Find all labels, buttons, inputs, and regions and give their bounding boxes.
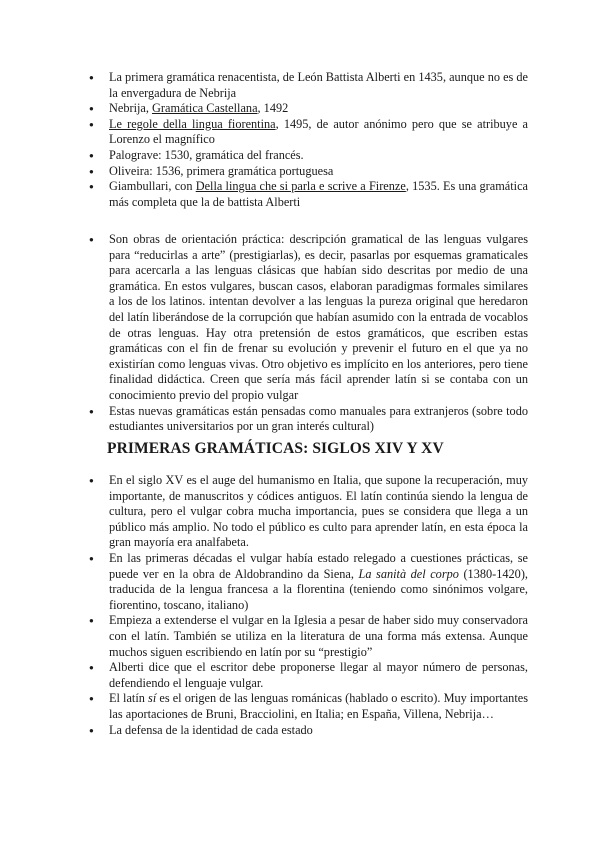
list-item: [88, 723, 528, 739]
item-text: Nebrija,: [109, 101, 153, 116]
item-text: (1380-1420), traducida de la lengua francesa a la florentina (teniendo como sinónimos volgare, fiorentino, toscano, italiano): [109, 566, 528, 612]
item-text: , 1495, de autor anónimo pero que se atribuye a Lorenzo el magnífico: [109, 116, 528, 147]
list-item: [88, 164, 528, 180]
item-text: En las primeras décadas el vulgar había estado relegado a cuestiones prácticas, se puede ver en la obra de Aldobrandino da Siena,: [109, 550, 528, 581]
section-heading: PRIMERAS GRAMÁTICAS: SIGLOS XIV Y XV: [107, 440, 444, 457]
item-text: es el origen de las lenguas románicas (hablado o escrito). Muy importantes las aportaciones de Bruni, Bracciolini, en Italia; en España, Villena, Nebrija…: [109, 691, 528, 721]
work-title: La sanità del corpo: [358, 566, 459, 581]
grammars-list: [88, 70, 528, 210]
item-text: La primera gramática renacentista, de León Battista Alberti en 1435, aunque no es de la envergadura de Nebrija: [109, 70, 528, 100]
item-text: , 1492: [257, 101, 289, 116]
list-item: [88, 232, 528, 404]
purposes-list: [88, 232, 528, 435]
work-title-link[interactable]: Gramática Castellana: [152, 101, 258, 116]
list-item: [88, 404, 528, 435]
list-item: [88, 70, 528, 101]
item-text: Palograve: 1530, gramática del francés.: [109, 147, 304, 162]
first-grammars-list: [88, 473, 528, 738]
item-text: Oliveira: 1536, primera gramática portuguesa: [109, 163, 334, 178]
item-text: Estas nuevas gramáticas están pensadas como manuales para extranjeros (sobre todo estudiantes universitarios por un gran interés cultural): [109, 403, 528, 434]
list-item: [88, 613, 528, 660]
item-text: En el siglo XV es el auge del humanismo en Italia, que supone la recuperación, muy importante, de manuscritos y códices antiguos. El latín continúa siendo la lengua de cultura, pero el vulgar cobra mucha importancia, pues se considera que llega a un público más amplio. No todo el público es culto para aprender latín, en esta época la gran mayoría era analfabeta.: [109, 473, 528, 550]
list-item: [88, 473, 528, 551]
list-item: [88, 660, 528, 691]
item-text: Empieza a extenderse el vulgar en la Iglesia a pesar de haber sido muy conservadora con el latín. También se utiliza en la literatura de una forma más extensa. Aunque muchos siguen escribiendo en latín por su “prestigio”: [109, 613, 528, 659]
list-item: [88, 179, 528, 210]
item-text: El latín: [109, 691, 149, 706]
item-text: , 1535. Es una gramática más completa que la de battista Alberti: [109, 179, 528, 209]
work-title-link[interactable]: Della lingua che si parla e scrive a Firenze: [195, 179, 406, 194]
item-text: La defensa de la identidad de cada estado: [109, 722, 313, 737]
emphasis: sí: [148, 691, 157, 706]
item-text: Alberti dice que el escritor debe proponerse llegar al mayor número de personas, defendiendo el lenguaje vulgar.: [109, 660, 528, 690]
item-text: Son obras de orientación práctica: descripción gramatical de las lenguas vulgares para “reducirlas a arte” (prestigiarlas), es decir, pasarlas por esquemas gramaticales para acercarla a las lenguas clásicas que habían sido descritas por medio de una gramática. En estos vulgares, buscan casos, elaboran paradigmas formales similares a los de los latinos. intentan devolver a las lenguas la pureza original que heredaron del latín liberándose de la corrupción que habían asumido con la entrada de vocablos de otras lenguas. Hay otra pretensión de estos gramáticos, que escriben estas gramáticas con el fin de frenar su evolución y prevenir el futuro en el que ya no existirían como lenguas vivas. Otro objetivo es implícito en los anteriores, pero tiene finalidad didáctica. Creen que sería más fácil aprender latín si se contaba con un conocimiento previo del propio vulgar: [109, 232, 528, 402]
list-item: [88, 101, 528, 117]
list-item: [88, 691, 528, 722]
list-item: [88, 148, 528, 164]
item-text: Giambullari, con: [109, 179, 196, 194]
list-item: [88, 551, 528, 613]
work-title-link[interactable]: Le regole della lingua fiorentina: [109, 116, 276, 131]
list-item: [88, 117, 528, 148]
